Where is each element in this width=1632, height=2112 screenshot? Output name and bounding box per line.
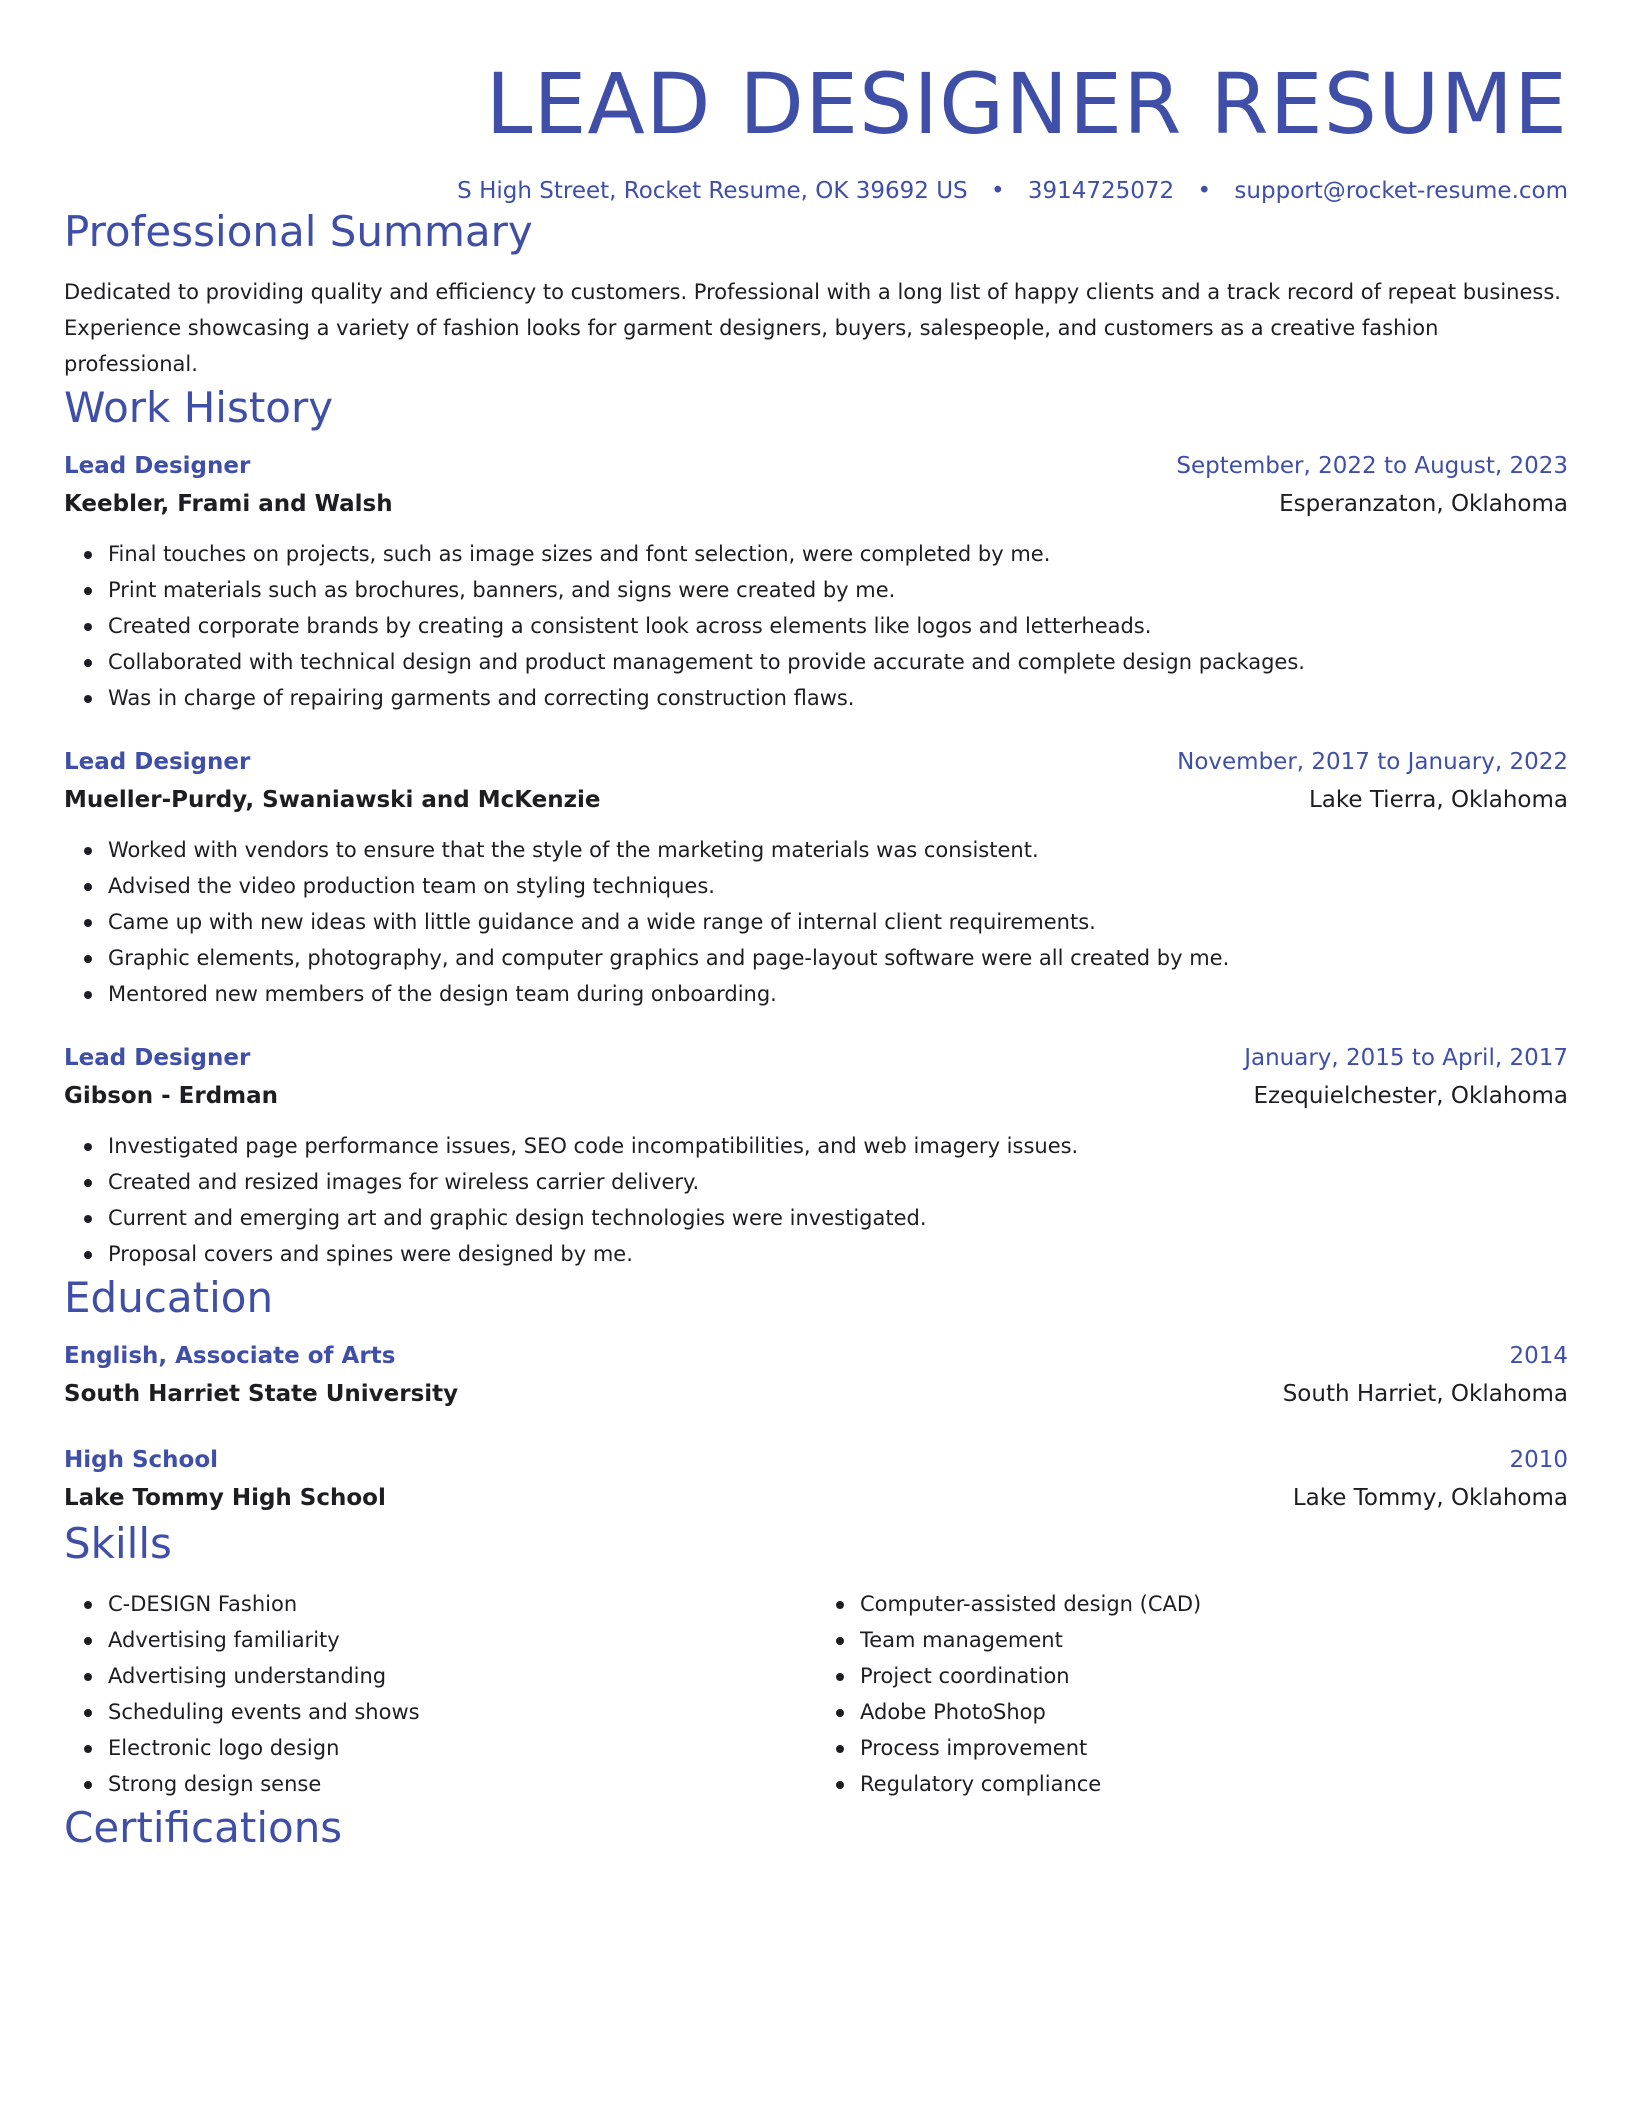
job-bullet: Advised the video production team on styling techniques.	[108, 868, 1568, 904]
skill-item: Electronic logo design	[108, 1730, 816, 1766]
job-location: Lake Tierra, Oklahoma	[1308, 787, 1568, 813]
job-bullet: Graphic elements, photography, and computer graphics and page-layout software were all created by me.	[108, 940, 1568, 976]
skills-grid	[64, 1578, 1568, 1802]
contact-email: support@rocket-resume.com	[1234, 178, 1568, 204]
work-history-heading: Work History	[64, 383, 334, 432]
job-entry	[64, 1040, 1568, 1272]
certifications-section	[64, 1802, 1568, 1854]
job-bullet: Final touches on projects, such as image sizes and font selection, were completed by me.	[108, 536, 1568, 572]
education-heading: Education	[64, 1273, 274, 1322]
education-section	[64, 1272, 1568, 1518]
education-degree: English, Associate of Arts	[64, 1343, 396, 1369]
job-bullet: Created corporate brands by creating a consistent look across elements like logos and letterheads.	[108, 608, 1568, 644]
job-bullet: Collaborated with technical design and product management to provide accurate and complete design packages.	[108, 644, 1568, 680]
education-year: 2010	[1509, 1447, 1568, 1473]
resume-title: LEAD DESIGNER RESUME	[485, 55, 1568, 153]
contact-line	[64, 176, 1568, 206]
job-role: Lead Designer	[64, 1045, 251, 1071]
education-school: Lake Tommy High School	[64, 1485, 386, 1511]
job-bullet: Proposal covers and spines were designed by me.	[108, 1236, 1568, 1272]
education-location: Lake Tommy, Oklahoma	[1292, 1485, 1568, 1511]
resume-header	[64, 0, 1568, 206]
resume-page	[64, 0, 1568, 1854]
skill-item: Advertising understanding	[108, 1658, 816, 1694]
skill-item: Process improvement	[860, 1730, 1568, 1766]
skill-item: Scheduling events and shows	[108, 1694, 816, 1730]
job-entry	[64, 744, 1568, 1012]
skill-item: Advertising familiarity	[108, 1622, 816, 1658]
job-bullet: Came up with new ideas with little guidance and a wide range of internal client requirements.	[108, 904, 1568, 940]
job-entry	[64, 448, 1568, 716]
job-bullet-list	[64, 1128, 1568, 1272]
job-dates: September, 2022 to August, 2023	[1176, 453, 1568, 479]
skill-item: Project coordination	[860, 1658, 1568, 1694]
contact-separator: •	[1197, 178, 1212, 204]
skill-item: C-DESIGN Fashion	[108, 1586, 816, 1622]
skill-item: Computer-assisted design (CAD)	[860, 1586, 1568, 1622]
contact-separator: •	[990, 178, 1005, 204]
job-bullet: Mentored new members of the design team during onboarding.	[108, 976, 1568, 1012]
education-entry	[64, 1338, 1568, 1414]
job-bullet: Print materials such as brochures, banners, and signs were created by me.	[108, 572, 1568, 608]
job-dates: January, 2015 to April, 2017	[1244, 1045, 1568, 1071]
summary-section	[64, 206, 1568, 382]
job-bullet: Worked with vendors to ensure that the style of the marketing materials was consistent.	[108, 832, 1568, 868]
job-location: Ezequielchester, Oklahoma	[1253, 1083, 1568, 1109]
skills-heading: Skills	[64, 1519, 172, 1568]
skills-list-left	[64, 1586, 816, 1802]
contact-address: S High Street, Rocket Resume, OK 39692 US	[457, 178, 968, 204]
skills-section	[64, 1518, 1568, 1802]
education-degree: High School	[64, 1447, 219, 1473]
job-company: Gibson - Erdman	[64, 1083, 279, 1109]
contact-phone: 3914725072	[1027, 178, 1175, 204]
education-year: 2014	[1509, 1343, 1568, 1369]
certifications-heading: Certifications	[64, 1803, 343, 1852]
job-location: Esperanzaton, Oklahoma	[1279, 491, 1568, 517]
work-history-section	[64, 382, 1568, 1272]
job-dates: November, 2017 to January, 2022	[1177, 749, 1568, 775]
summary-text: Dedicated to providing quality and efficiency to customers. Professional with a long list of happy clients and a track record of repeat business. Experience showcasing a variety of fashion looks for garment designers, buyers, salespeople, and customers as a creative fashion professional.	[64, 280, 1561, 376]
skill-item: Regulatory compliance	[860, 1766, 1568, 1802]
job-role: Lead Designer	[64, 453, 251, 479]
skill-item: Adobe PhotoShop	[860, 1694, 1568, 1730]
job-bullet-list	[64, 832, 1568, 1012]
education-school: South Harriet State University	[64, 1381, 459, 1407]
skills-list-right	[816, 1586, 1568, 1802]
education-entry	[64, 1442, 1568, 1518]
job-company: Keebler, Frami and Walsh	[64, 491, 393, 517]
skill-item: Team management	[860, 1622, 1568, 1658]
job-bullet: Created and resized images for wireless carrier delivery.	[108, 1164, 1568, 1200]
job-company: Mueller-Purdy, Swaniawski and McKenzie	[64, 787, 601, 813]
job-bullet-list	[64, 536, 1568, 716]
education-location: South Harriet, Oklahoma	[1282, 1381, 1568, 1407]
job-role: Lead Designer	[64, 749, 251, 775]
job-bullet: Investigated page performance issues, SEO code incompatibilities, and web imagery issues.	[108, 1128, 1568, 1164]
job-bullet: Was in charge of repairing garments and correcting construction flaws.	[108, 680, 1568, 716]
skill-item: Strong design sense	[108, 1766, 816, 1802]
summary-heading: Professional Summary	[64, 207, 533, 256]
job-bullet: Current and emerging art and graphic design technologies were investigated.	[108, 1200, 1568, 1236]
